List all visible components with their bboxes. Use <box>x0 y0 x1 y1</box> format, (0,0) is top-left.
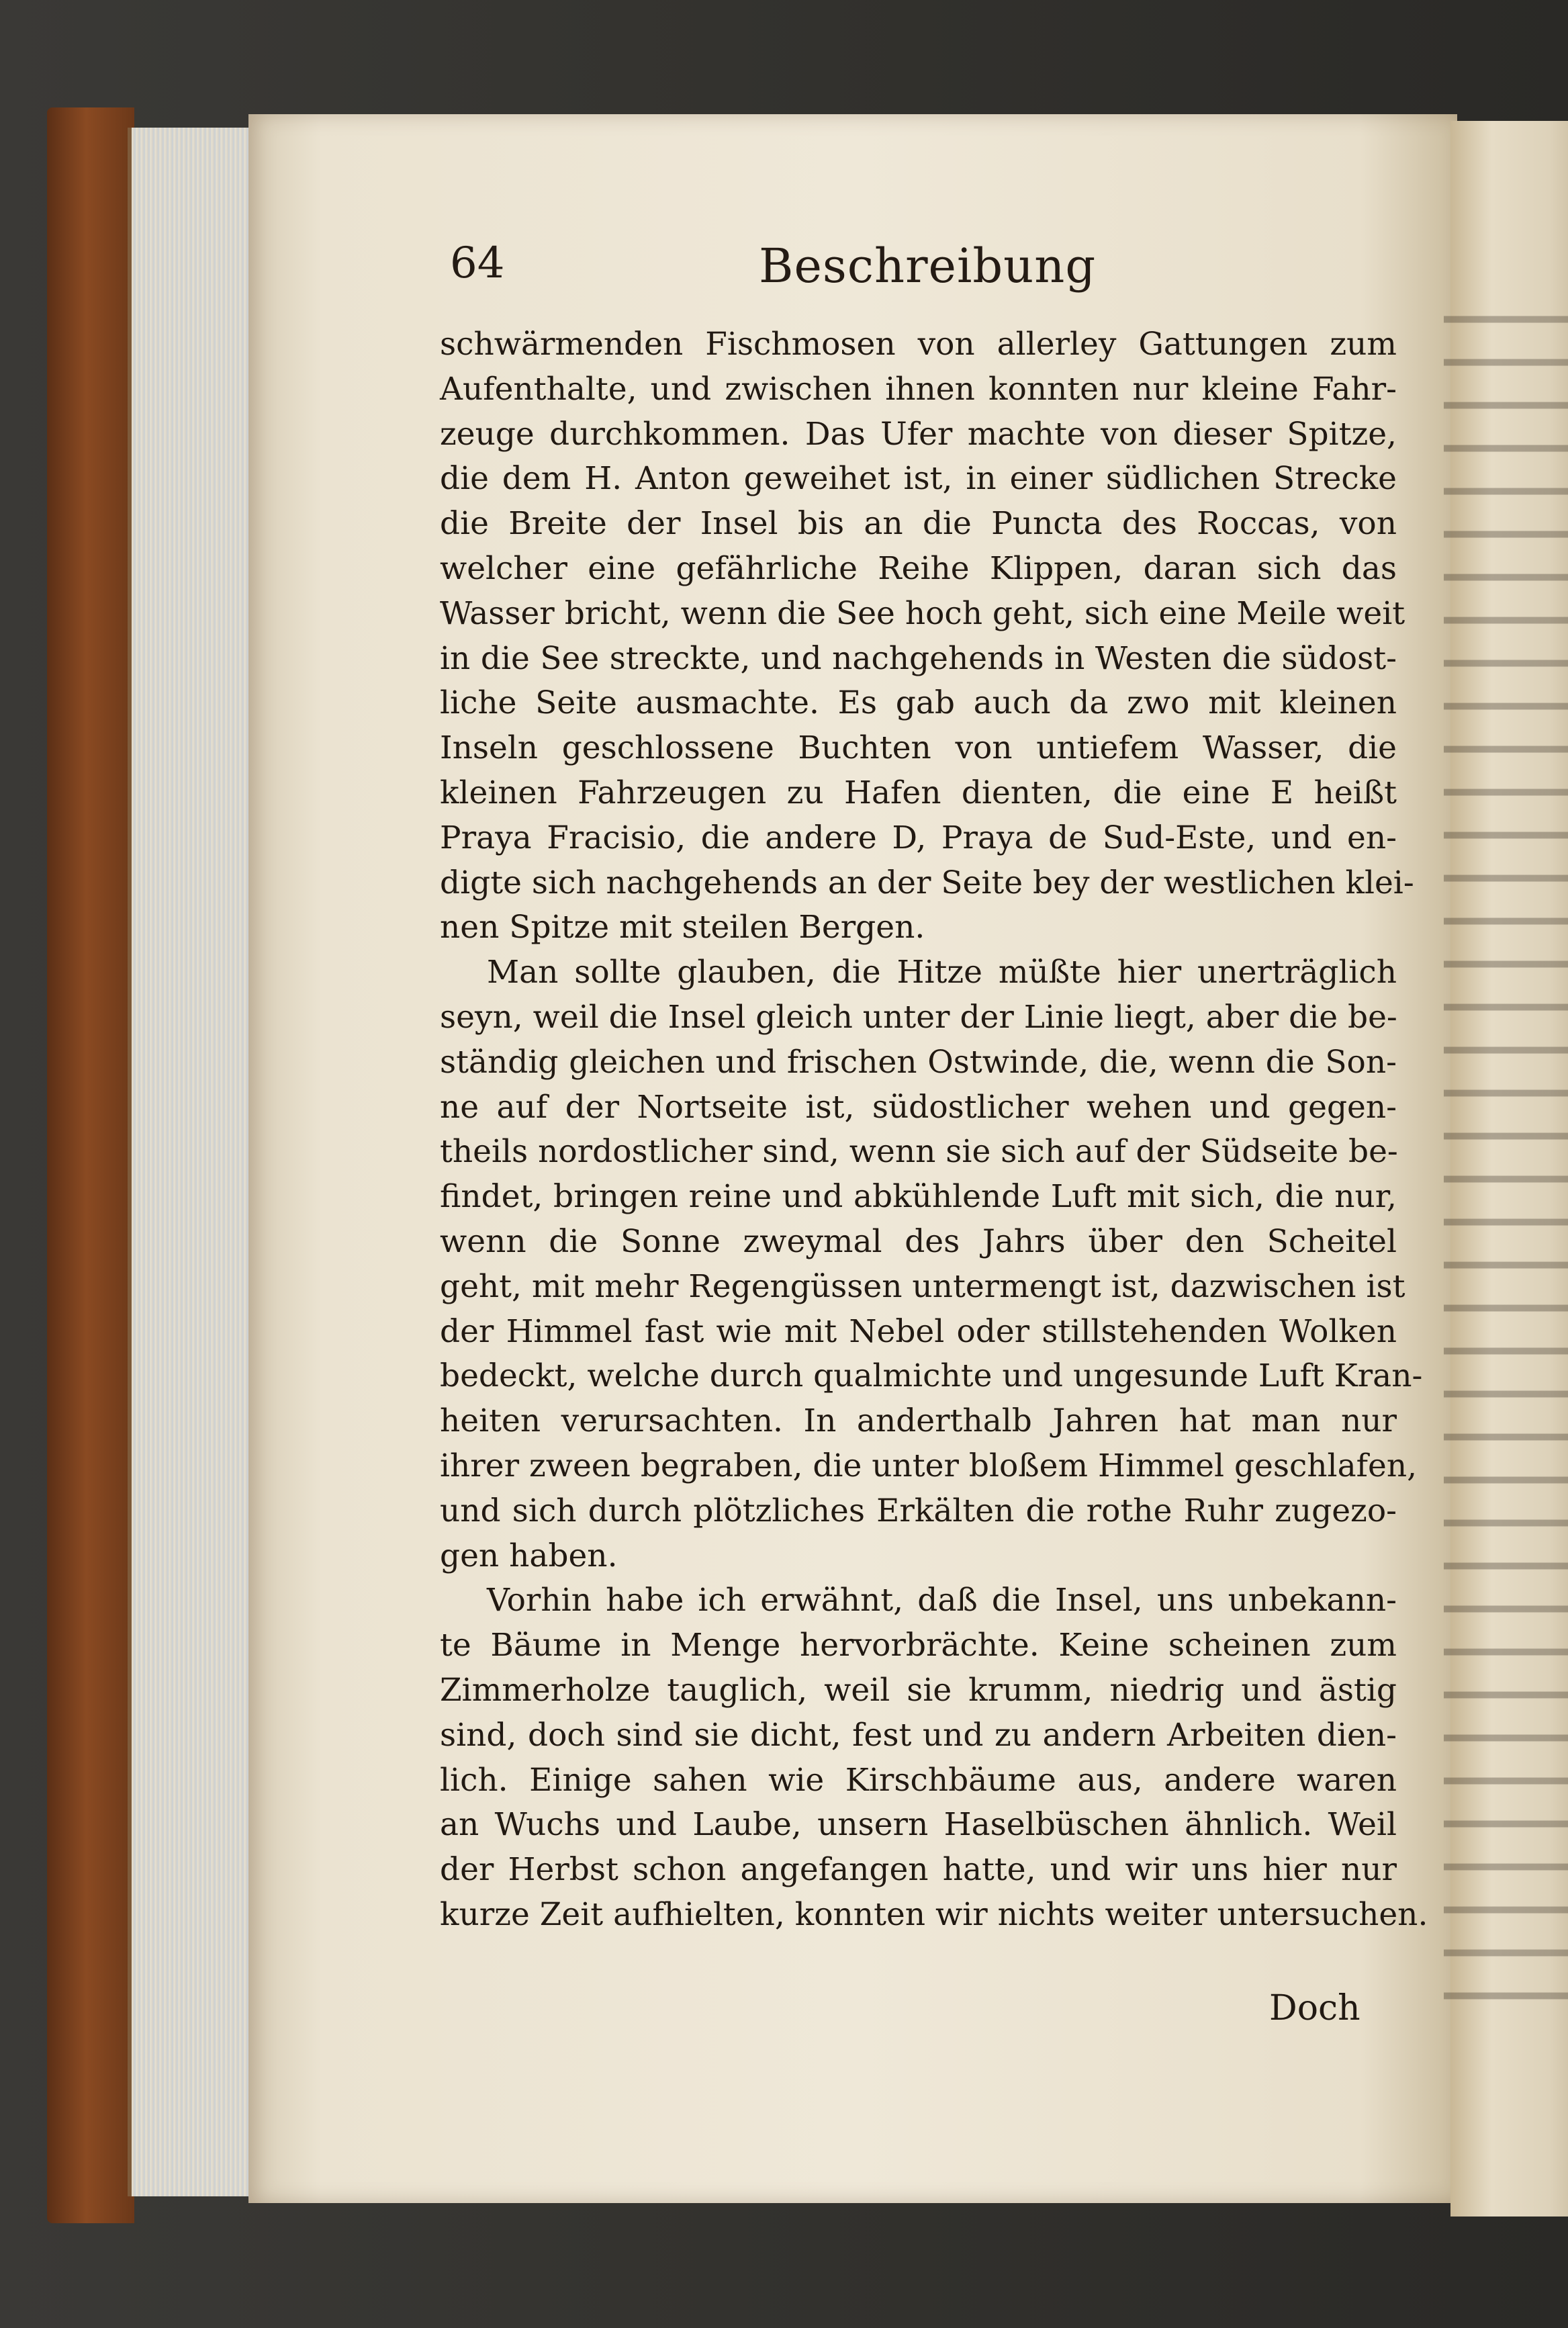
facing-page-text-fragment <box>1444 289 1568 2035</box>
text-line: nen Spitze mit steilen Bergen. <box>440 909 925 946</box>
text-line: kleinen Fahrzeugen zu Hafen dienten, die eine E heißt <box>440 774 1397 811</box>
text-line: Praya Fracisio, die andere D, Praya de Sud-Este, und en- <box>440 819 1397 856</box>
text-line: Vorhin habe ich erwähnt, daß die Insel, uns unbekann- <box>487 1582 1397 1619</box>
text-line: lich. Einige sahen wie Kirschbäume aus, andere waren <box>440 1761 1397 1799</box>
catchword: Doch <box>1269 1988 1361 2028</box>
text-line: seyn, weil die Insel gleich unter der Linie liegt, aber die be- <box>440 998 1397 1036</box>
text-line: geht, mit mehr Regengüssen untermengt ist, dazwischen ist <box>440 1267 1405 1305</box>
text-line: Aufenthalte, und zwischen ihnen konnten nur kleine Fahr- <box>440 370 1397 408</box>
text-line: an Wuchs und Laube, unsern Haselbüschen ähnlich. Weil <box>440 1806 1397 1844</box>
text-line: Man sollte glauben, die Hitze müßte hier unerträglich <box>487 954 1397 991</box>
text-line: digte sich nachgehends an der Seite bey der westlichen klei- <box>440 864 1414 901</box>
text-line: gen haben. <box>440 1537 618 1574</box>
text-line: sind, doch sind sie dicht, fest und zu andern Arbeiten dien- <box>440 1716 1397 1754</box>
running-title: Beschreibung <box>759 238 1097 294</box>
text-line: welcher eine gefährliche Reihe Klippen, daran sich das <box>440 549 1397 587</box>
text-line: in die See streckte, und nachgehends in Westen die südost- <box>440 639 1397 677</box>
text-line: zeuge durchkommen. Das Ufer machte von dieser Spitze, <box>440 415 1397 453</box>
text-line: liche Seite ausmachte. Es gab auch da zwo mit kleinen <box>440 684 1397 722</box>
text-line: der Herbst schon angefangen hatte, und wir uns hier nur <box>440 1851 1397 1889</box>
book-cover-edge <box>47 107 134 2223</box>
text-line: theils nordostlicher sind, wenn sie sich auf der Südseite be- <box>440 1133 1398 1171</box>
text-line: die Breite der Insel bis an die Puncta des Roccas, von <box>440 505 1397 543</box>
text-line: und sich durch plötzliches Erkälten die rothe Ruhr zugezo- <box>440 1492 1397 1529</box>
text-line: die dem H. Anton geweihet ist, in einer südlichen Strecke <box>440 460 1397 498</box>
text-line: te Bäume in Menge hervorbrächte. Keine scheinen zum <box>440 1627 1397 1664</box>
text-line: ne auf der Nortseite ist, südostlicher wehen und gegen- <box>440 1088 1397 1126</box>
text-line: heiten verursachten. In anderthalb Jahren hat man nur <box>440 1402 1397 1440</box>
text-line: der Himmel fast wie mit Nebel oder stillstehenden Wolken <box>440 1312 1397 1350</box>
text-line: Zimmerholze tauglich, weil sie krumm, niedrig und ästig <box>440 1671 1397 1709</box>
text-line: Inseln geschlossene Buchten von untiefem Wasser, die <box>440 729 1397 767</box>
page-number: 64 <box>450 238 505 288</box>
text-line: ständig gleichen und frischen Ostwinde, die, wenn die Son- <box>440 1043 1397 1081</box>
text-line: bedeckt, welche durch qualmichte und ungesunde Luft Kran- <box>440 1357 1423 1395</box>
page-header <box>450 238 1403 299</box>
text-line: schwärmenden Fischmosen von allerley Gattungen zum <box>440 326 1397 363</box>
text-line: findet, bringen reine und abkühlende Luft mit sich, die nur, <box>440 1178 1397 1216</box>
text-line: Wasser bricht, wenn die See hoch geht, sich eine Meile weit <box>440 594 1405 632</box>
text-line: kurze Zeit aufhielten, konnten wir nichts weiter untersuchen. <box>440 1895 1428 1933</box>
text-line: ihrer zween begraben, die unter bloßem Himmel geschlafen, <box>440 1447 1418 1484</box>
text-line: wenn die Sonne zweymal des Jahrs über den Scheitel <box>440 1222 1397 1260</box>
body-text <box>440 322 1428 1938</box>
